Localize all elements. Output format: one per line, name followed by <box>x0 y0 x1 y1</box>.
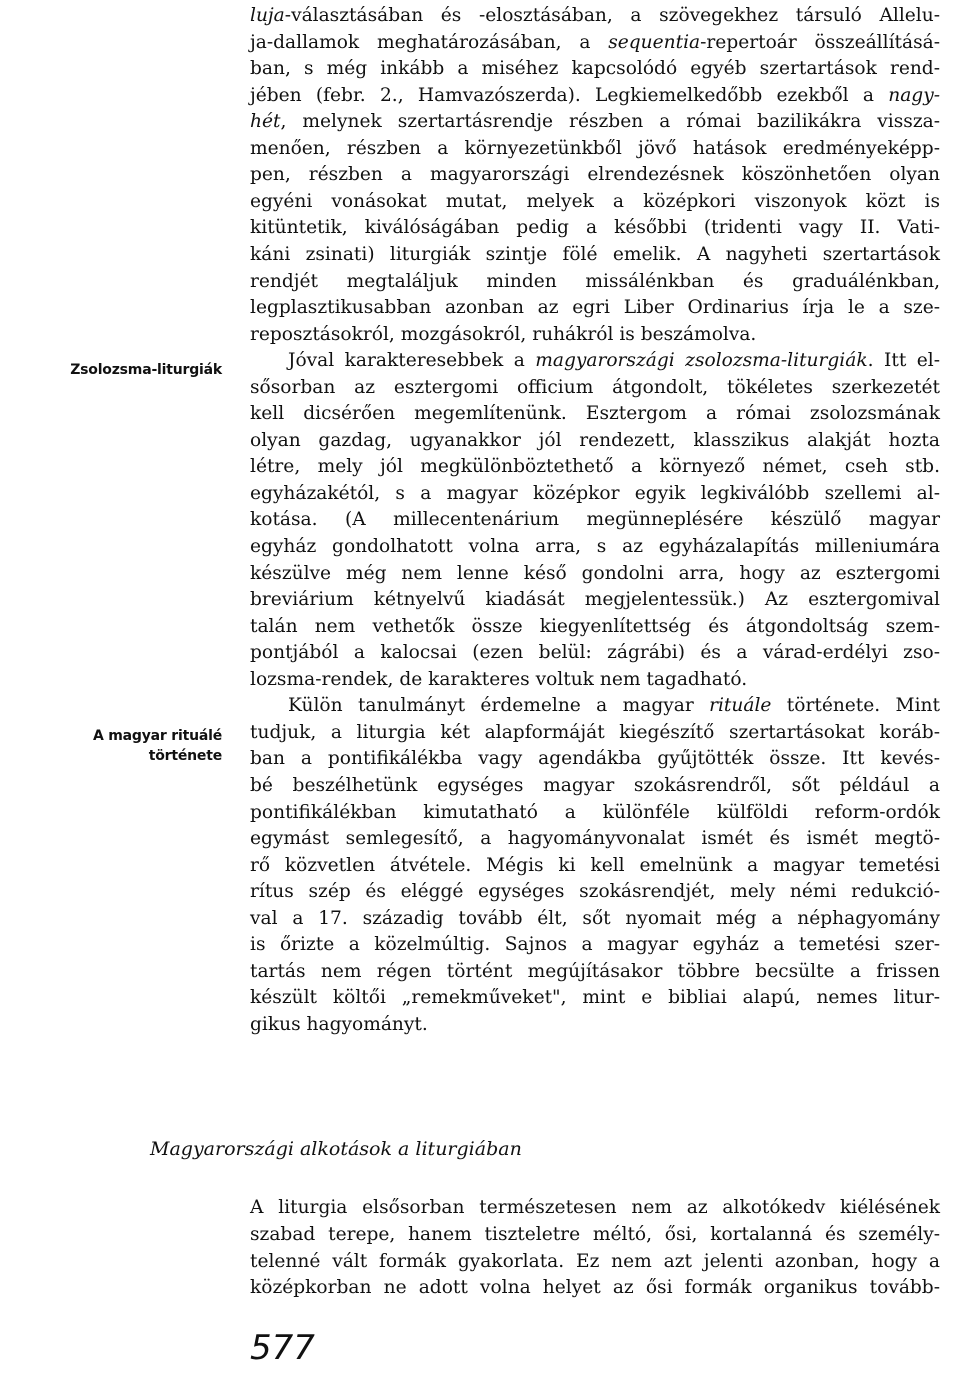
text-line: rő közvetlen átvétele. Mégis ki kell emelnünk a magyar temetési <box>250 854 940 876</box>
text-line: sősorban az esztergomi officium átgondolt, tökéletes szerkezetét <box>250 376 940 398</box>
text-line: Külön tanulmányt érdemelne a magyar rituále története. Mint <box>288 695 940 717</box>
text-line: lozsma-rendek, de karakteres voltuk nem tagadható. <box>250 668 748 690</box>
text-line: tartás nem régen történt megújításakor többre becsülte a frissen <box>250 960 940 982</box>
text-line: hét, melynek szertartásrendje részben a római bazilikákra vissza- <box>250 111 940 133</box>
text-line: is őrizte a közelmúltig. Sajnos a magyar egyház a temetési szer- <box>250 934 940 956</box>
margin-note-zsolozsma: Zsolozsma-liturgiák <box>70 362 222 378</box>
text-line: készülve még nem lenne késő gondolni arra, hogy az esztergomi <box>250 562 940 584</box>
section-heading: Magyarországi alkotások a liturgiában <box>150 1138 522 1160</box>
text-line: pontifikálékban kimutatható a különféle külföldi reform-ordók <box>250 801 940 823</box>
section-text-line: telenné vált formák gyakorlata. Ez nem azt jelenti azonban, hogy a <box>250 1250 940 1272</box>
text-line: egyházakétól, s a magyar középkor egyik legkiválóbb szellemi al- <box>250 482 940 504</box>
text-line: pontjából a kalocsai (ezen belül: zágrábi) és a várad-erdélyi zso- <box>250 642 940 664</box>
text-line: kell dicsérően megemlítenünk. Esztergom a római zsolozsmának <box>250 403 940 425</box>
margin-note-ritual-line1: A magyar rituálé <box>92 728 222 744</box>
text-line: breviárium kétnyelvű kiadását megjelentessük.) Az esztergomival <box>250 589 940 611</box>
text-line: gikus hagyományt. <box>250 1013 428 1035</box>
text-line: luja-választásában és -elosztásában, a szövegekhez társuló Allelu- <box>250 5 940 26</box>
text-line: reposztásokról, mozgásokról, ruhákról is beszámolva. <box>250 323 757 345</box>
page-number: 577 <box>250 1328 315 1368</box>
text-line: bé beszélhetünk egységes magyar szokásrendről, sőt például a <box>250 774 940 796</box>
text-line: ja-dallamok meghatározásában, a sequentia-repertoár összeállításá- <box>250 31 940 53</box>
text-line: menően, részben a környezetünkből jövő hatások eredményeképp- <box>250 137 940 159</box>
margin-note-ritual-line2: története <box>148 748 222 764</box>
text-line: káni zsinati) liturgiák szintje fölé emelik. A nagyheti szertartások <box>250 243 940 265</box>
text-line: legplasztikusabban azonban az egri Liber Ordinarius írja le a sze- <box>250 297 940 319</box>
text-line: olyan gazdag, ugyanakkor jól rendezett, klasszikus alakját hozta <box>250 429 940 451</box>
text-line: egyház gondolhatott volna arra, s az egyházalapítás milleniumára <box>250 536 940 557</box>
text-line: tudjuk, a liturgia két alapformáját kiegészítő szertartásokat koráb- <box>250 721 940 743</box>
text-line: kotása. (A millecentenárium megünneplésére készülő magyar <box>250 509 940 531</box>
text-line: ban, s még inkább a miséhez kapcsolódó egyéb szertartások rend- <box>250 58 940 80</box>
text-line: létre, mely jól megkülönböztethető a környező német, cseh stb. <box>250 456 940 478</box>
section-text-line: A liturgia elsősorban természetesen nem az alkotókedv kiélésének <box>250 1197 940 1218</box>
text-line: egymást semlegesítő, a hagyományvonalat ismét és ismét megtö- <box>250 828 940 850</box>
text-line: pen, részben a magyarországi elrendezésnek köszönhetően olyan <box>250 164 940 186</box>
section-text-line: középkorban ne adott volna helyet az ősi formák organikus tovább- <box>250 1277 940 1299</box>
text-line: ban a pontifikálékba vagy agendákba gyűjtötték össze. Itt kevés- <box>250 748 940 770</box>
text-line: val a 17. századig tovább élt, sőt nyomait még a néphagyomány <box>250 907 940 929</box>
text-line: kitüntetik, kiválóságában pedig a későbbi (tridenti vagy II. Vati- <box>250 217 940 239</box>
text-line: Jóval karakteresebbek a magyarországi zsolozsma-liturgiák. Itt el- <box>288 350 940 372</box>
text-line: rítus szép és eléggé egységes szokásrendjét, mely némi redukció- <box>250 881 940 903</box>
text-line: készült költői „remekműveket", mint e bibliai alapú, nemes litur- <box>250 987 940 1009</box>
margin-note-ritual <box>93 726 222 766</box>
text-line: rendjét megtaláljuk minden missálénkban és graduálénkban, <box>250 270 940 292</box>
section-text-line: szabad terepe, hanem tiszteletre méltó, ősi, kortalanná és személy- <box>250 1223 940 1245</box>
text-line: jében (febr. 2., Hamvazószerda). Legkiemelkedőbb ezekből a nagy- <box>250 84 940 106</box>
text-line: egyéni vonásokat mutat, melyek a középkori viszonyok közt is <box>250 190 940 212</box>
text-line: talán nem vethetők össze kiegyenlítettség és átgondoltság szem- <box>250 615 940 637</box>
